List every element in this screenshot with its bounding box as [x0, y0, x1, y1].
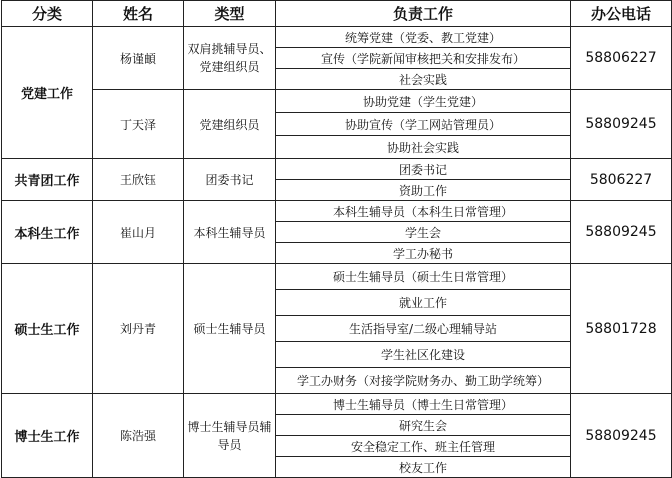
duty-cell: 资助工作 — [276, 180, 571, 201]
table-row — [2, 264, 672, 290]
duty-cell: 学生会 — [276, 222, 571, 243]
duty-cell: 协助宣传（学工网站管理员） — [276, 113, 571, 136]
duty-cell: 统筹党建（党委、教工党建） — [276, 27, 571, 48]
person-name: 陈浩强 — [93, 394, 184, 478]
person-name: 崔山月 — [93, 201, 184, 264]
person-type: 硕士生辅导员 — [184, 264, 276, 394]
duty-cell: 协助社会实践 — [276, 136, 571, 159]
person-type: 博士生辅导员辅导员 — [184, 394, 276, 478]
category-cell: 硕士生工作 — [2, 264, 93, 394]
duty-cell: 硕士生辅导员（硕士生日常管理） — [276, 264, 571, 290]
duty-cell: 社会实践 — [276, 69, 571, 90]
table-row — [2, 394, 672, 415]
phone-cell: 58809245 — [571, 394, 672, 478]
table-row — [2, 90, 672, 113]
category-cell: 博士生工作 — [2, 394, 93, 478]
duty-cell: 宣传（学院新闻审核把关和安排发布） — [276, 48, 571, 69]
duty-cell: 本科生辅导员（本科生日常管理） — [276, 201, 571, 222]
person-name: 王欣钰 — [93, 159, 184, 201]
person-type: 党建组织员 — [184, 90, 276, 159]
person-name: 丁天泽 — [93, 90, 184, 159]
header-name: 姓名 — [93, 1, 184, 27]
header-row — [2, 1, 672, 27]
duty-cell: 研究生会 — [276, 415, 571, 436]
category-cell: 本科生工作 — [2, 201, 93, 264]
person-type: 团委书记 — [184, 159, 276, 201]
phone-cell: 58809245 — [571, 90, 672, 159]
phone-cell: 58809245 — [571, 201, 672, 264]
phone-cell: 5806227 — [571, 159, 672, 201]
table-row — [2, 27, 672, 48]
person-name: 刘丹青 — [93, 264, 184, 394]
duty-cell: 博士生辅导员（博士生日常管理） — [276, 394, 571, 415]
person-type: 双肩挑辅导员、党建组织员 — [184, 27, 276, 90]
duty-cell: 生活指导室/二级心理辅导站 — [276, 316, 571, 342]
duty-cell: 协助党建（学生党建） — [276, 90, 571, 113]
category-cell: 党建工作 — [2, 27, 93, 159]
header-phone: 办公电话 — [571, 1, 672, 27]
duty-cell: 校友工作 — [276, 457, 571, 478]
phone-cell: 58801728 — [571, 264, 672, 394]
table-row — [2, 201, 672, 222]
duty-cell: 学工办秘书 — [276, 243, 571, 264]
header-category: 分类 — [2, 1, 93, 27]
person-name: 杨谨頔 — [93, 27, 184, 90]
duty-cell: 团委书记 — [276, 159, 571, 180]
header-duties: 负责工作 — [276, 1, 571, 27]
table-row — [2, 159, 672, 180]
duty-cell: 学生社区化建设 — [276, 342, 571, 368]
duty-cell: 安全稳定工作、班主任管理 — [276, 436, 571, 457]
category-cell: 共青团工作 — [2, 159, 93, 201]
duty-table — [1, 0, 672, 478]
duty-cell: 就业工作 — [276, 290, 571, 316]
duty-cell: 学工办财务（对接学院财务办、勤工助学统筹） — [276, 368, 571, 394]
person-type: 本科生辅导员 — [184, 201, 276, 264]
header-type: 类型 — [184, 1, 276, 27]
phone-cell: 58806227 — [571, 27, 672, 90]
